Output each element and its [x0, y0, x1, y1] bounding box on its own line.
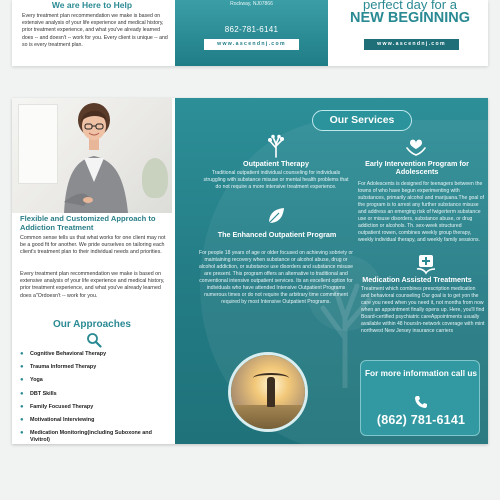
approaches-list — [20, 351, 172, 443]
bullet-icon: ● — [20, 364, 24, 371]
phone-number: 862-781-6141 — [224, 25, 279, 34]
medication-text: Treatment which combines prescription medication and behavioral counseling Our goal is to get yon the care you need when you need it, not months from now when an appointment finally opens up. Here, you'll find Board-certified psychiatric careAppointments usually available within 48 hoursIn-network coverage with mint northwest New Jersey insurance carriers — [361, 286, 485, 335]
approach-heading: Flexible and Customized Approach to Addiction Treatment — [20, 214, 156, 233]
early-intervention-text: For Adolescents is designed for teenagers between the towns of who have begun experimenting with substances, primarily alcohol and marijuana.The goal of the program is to arrest any further substance misuse and address an emerging risk of fwigerterm substance use or misuse disorders, substance abuse, or drug addiction or alcohols. Th. sex-week structured outpatient rowen, combines weekly group therapy, weekly individual therapy, and weekly family sessions. — [358, 181, 484, 244]
services-title: Our Services — [312, 110, 412, 131]
counselor-photo — [12, 98, 172, 213]
hands-heart-icon — [405, 134, 427, 158]
medical-hand-icon — [415, 253, 437, 275]
enhanced-title: The Enhanced Outpatient Program — [217, 230, 337, 239]
phone-icon — [414, 395, 428, 409]
early-intervention-title: Early Intervention Program for Adolescents — [365, 159, 469, 177]
contact-box — [360, 360, 480, 436]
leaf-icon — [266, 206, 286, 226]
help-panel — [12, 0, 172, 66]
list-item: ● Yoga — [20, 377, 43, 384]
cover-panel — [332, 0, 488, 66]
tagline-line-2: NEW BEGINNING — [349, 10, 471, 26]
list-item: ● Trauma Informed Therapy — [20, 364, 97, 371]
approaches-title: Our Approaches — [53, 319, 131, 330]
bullet-icon: ● — [20, 351, 24, 357]
outpatient-title: Outpatient Therapy — [243, 159, 309, 168]
list-item: ● Family Focused Therapy — [20, 403, 94, 410]
bullet-icon: ● — [20, 377, 24, 384]
counselor-figure — [54, 102, 144, 213]
enhanced-text: For people 18 years of age or older focused on achieving sobriety or maintaining recovery when substance or alcohol abuse, drug or alcohol addiction, or substance use disorders and substance misuse are present. This program offers an alternative to traditional and conventional intensive outpatient services. Its an excellent option for individuals who have attended Intensive Outpatient Programs numerous times or do not require the arbitrary time commitment required by most Intensive Outpatient Programs. — [198, 250, 354, 306]
tree-icon — [265, 134, 287, 158]
help-text: Every treatment plan recommendation we make is based on extensive analysis of your life experience and medical history, prior treatment experience, and what you've already learned does -- and doesn't -- work for you. Every client is unique -- and so is every treatment plan. — [22, 13, 168, 48]
contact-panel — [175, 0, 328, 66]
tagline-line-1: perfect day for a — [363, 0, 457, 12]
outpatient-text: Traditional outpatient individual counseling for individuals struggling with substance misuse or mental health problems that do not require a more intensive treatment experience. — [203, 170, 349, 191]
bullet-icon: ● — [20, 403, 24, 410]
list-item: ● Cognitive Behavioral Therapy — [20, 351, 107, 357]
magnifier-icon — [86, 332, 102, 348]
medication-title: Medication Assisted Treatments — [362, 275, 472, 284]
contact-text: For more information call us — [364, 368, 478, 378]
website-badge: www.ascendnj.com — [204, 39, 299, 50]
bullet-icon: ● — [20, 390, 24, 397]
bullet-icon: ● — [20, 416, 24, 423]
list-item: ● DBT Skills — [20, 390, 57, 397]
bullet-icon: ● — [20, 430, 24, 437]
approach-paragraph-1: Common sense tells us that what works for one client may not be a good fit for another. We pride ourselves on tailoring each client's treatment plan to their individual needs and priorities. — [20, 235, 166, 256]
list-item: ● Motivational Interviewing — [20, 416, 95, 423]
help-title: We are Here to Help — [51, 0, 133, 10]
brochure-outside — [12, 0, 488, 66]
approach-paragraph-2: Every treatment plan recommendation we make is based on extensive analysis of your life experience and medical history, prior treatment experience, and what you've already learned does a"Ordoesn't -- work for you. — [20, 271, 165, 299]
services-panel — [175, 98, 488, 444]
window-shape — [18, 104, 58, 184]
address: Rockway, NJ07866 — [230, 1, 273, 7]
list-item: ● Medication Monitoring(including Suboxone and Vivitrol) — [20, 430, 152, 444]
sunset-photo — [228, 352, 308, 432]
plant-shape — [142, 158, 168, 198]
brochure-inside — [12, 98, 488, 444]
contact-phone: (862) 781-6141 — [376, 413, 466, 427]
website-badge-cover: www.ascendnj.com — [364, 39, 459, 50]
